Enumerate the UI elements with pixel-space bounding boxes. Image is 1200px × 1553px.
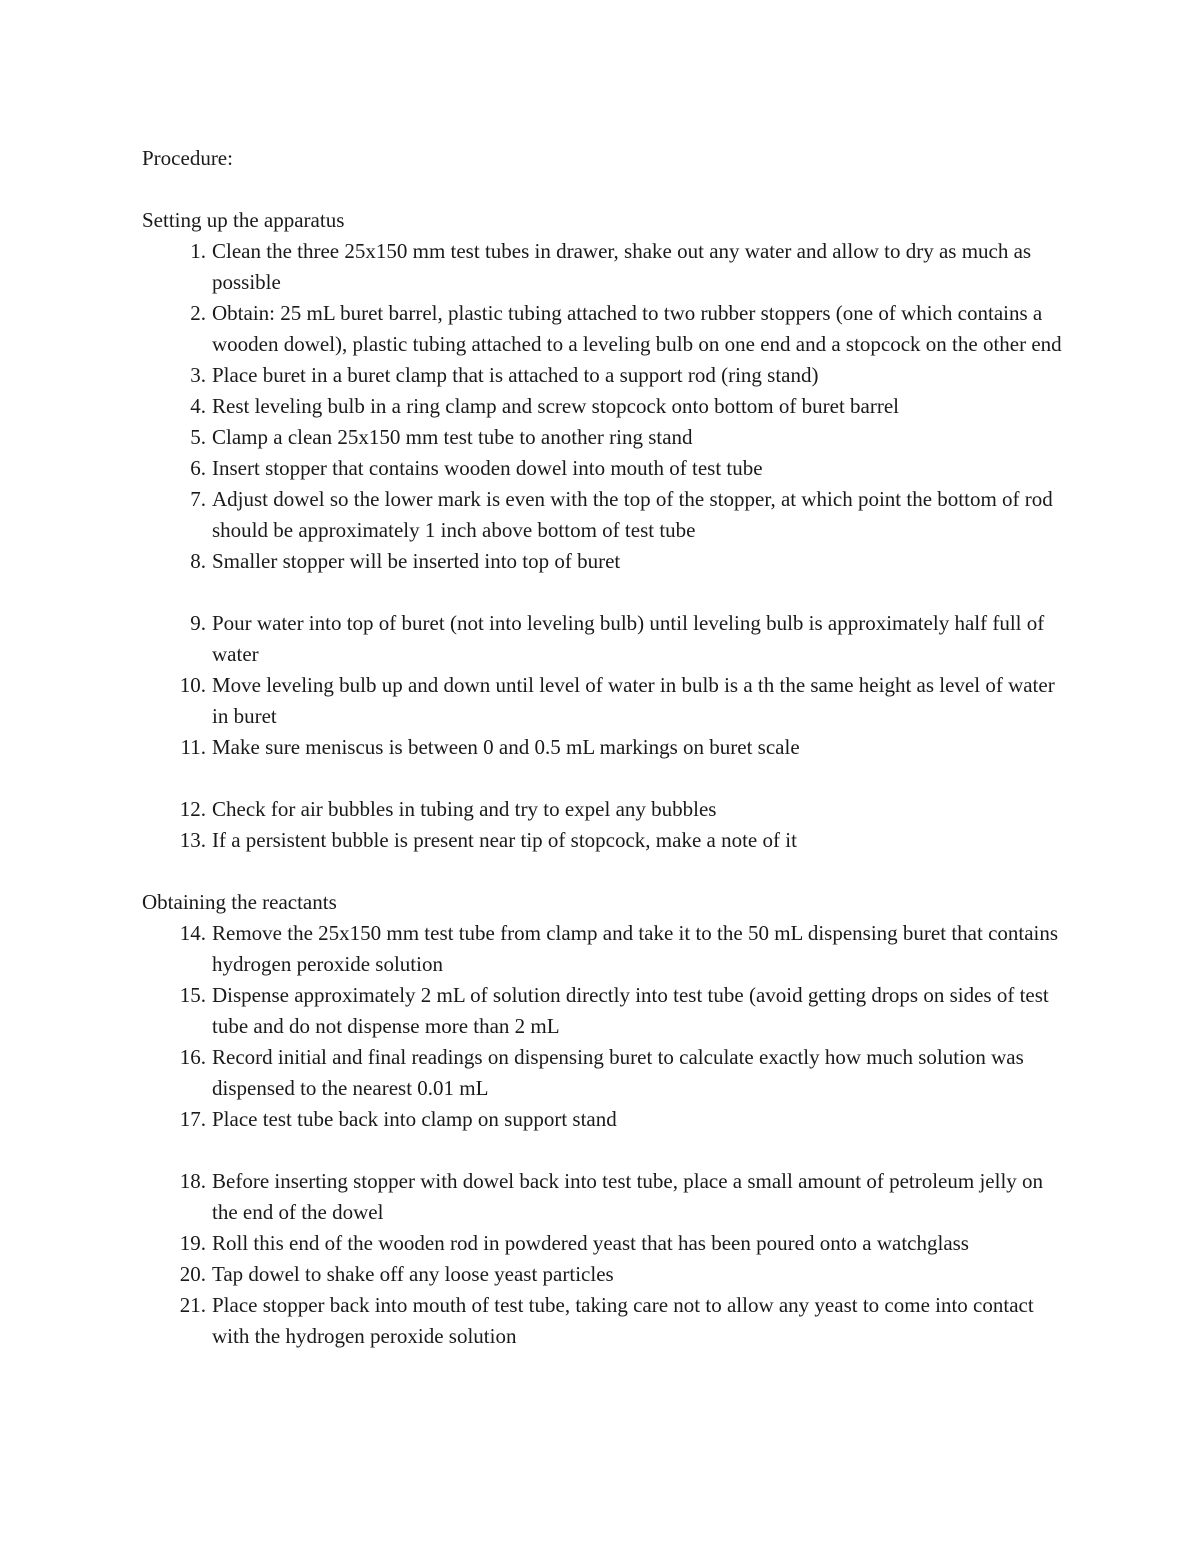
step-text: Tap dowel to shake off any loose yeast particles <box>212 1262 614 1286</box>
step-text: Roll this end of the wooden rod in powdered yeast that has been poured onto a watchglass <box>212 1231 969 1255</box>
step-text: Dispense approximately 2 mL of solution directly into test tube (avoid getting drops on sides of test tube and do not dispense more than 2 mL <box>212 983 1049 1038</box>
list-item <box>142 608 1072 670</box>
step-text: Adjust dowel so the lower mark is even with the top of the stopper, at which point the bottom of rod should be approximately 1 inch above bottom of test tube <box>212 487 1053 542</box>
section-setting-up <box>142 205 1072 856</box>
document-page <box>142 143 1072 1352</box>
step-number: 19. <box>179 1231 206 1255</box>
page-title: Procedure: <box>142 146 233 170</box>
step-number: 18. <box>179 1169 206 1193</box>
section-obtaining-reactants <box>142 887 1072 1352</box>
list-item <box>142 825 1072 856</box>
step-number: 8. <box>190 549 206 573</box>
step-number: 17. <box>179 1107 206 1131</box>
step-number: 5. <box>190 425 206 449</box>
list-item <box>142 391 1072 422</box>
list-item <box>142 1290 1072 1352</box>
list-item <box>142 918 1072 980</box>
list-item <box>142 453 1072 484</box>
list-item <box>142 422 1072 453</box>
list-item <box>142 1166 1072 1228</box>
step-number: 4. <box>190 394 206 418</box>
step-text: Place test tube back into clamp on support stand <box>212 1107 617 1131</box>
list-item <box>142 236 1072 298</box>
step-list <box>142 1166 1072 1352</box>
step-list <box>142 236 1072 577</box>
step-text: Before inserting stopper with dowel back into test tube, place a small amount of petroleum jelly on the end of the dowel <box>212 1169 1044 1224</box>
list-item <box>142 360 1072 391</box>
step-number: 1. <box>190 239 206 263</box>
list-item <box>142 670 1072 732</box>
procedure-steps <box>142 236 1072 856</box>
step-text: Pour water into top of buret (not into leveling bulb) until leveling bulb is approximately half full of water <box>212 611 1045 666</box>
list-item <box>142 546 1072 577</box>
step-number: 11. <box>180 735 206 759</box>
list-item <box>142 1228 1072 1259</box>
step-text: Obtain: 25 mL buret barrel, plastic tubing attached to two rubber stoppers (one of which contains a wooden dowel), plastic tubing attached to a leveling bulb on one end and a stopcock on the other end <box>212 301 1062 356</box>
step-text: Insert stopper that contains wooden dowel into mouth of test tube <box>212 456 763 480</box>
step-text: Make sure meniscus is between 0 and 0.5 mL markings on buret scale <box>212 735 800 759</box>
section-heading: Obtaining the reactants <box>142 890 337 914</box>
step-number: 13. <box>179 828 206 852</box>
step-text: If a persistent bubble is present near tip of stopcock, make a note of it <box>212 828 797 852</box>
procedure-steps <box>142 918 1072 1352</box>
step-number: 15. <box>179 983 206 1007</box>
step-number: 14. <box>179 921 206 945</box>
step-number: 16. <box>179 1045 206 1069</box>
list-item <box>142 298 1072 360</box>
step-number: 12. <box>179 797 206 821</box>
step-number: 20. <box>179 1262 206 1286</box>
step-list <box>142 608 1072 763</box>
step-number: 7. <box>190 487 206 511</box>
step-text: Remove the 25x150 mm test tube from clamp and take it to the 50 mL dispensing buret that contains hydrogen peroxide solution <box>212 921 1059 976</box>
step-number: 21. <box>179 1293 206 1317</box>
step-text: Clamp a clean 25x150 mm test tube to another ring stand <box>212 425 693 449</box>
list-item <box>142 794 1072 825</box>
step-number: 6. <box>190 456 206 480</box>
step-text: Move leveling bulb up and down until level of water in bulb is a th the same height as level of water in buret <box>212 673 1055 728</box>
step-text: Place buret in a buret clamp that is attached to a support rod (ring stand) <box>212 363 819 387</box>
step-text: Check for air bubbles in tubing and try to expel any bubbles <box>212 797 717 821</box>
step-text: Place stopper back into mouth of test tube, taking care not to allow any yeast to come into contact with the hydrogen peroxide solution <box>212 1293 1034 1348</box>
section-heading: Setting up the apparatus <box>142 208 345 232</box>
step-list <box>142 794 1072 856</box>
step-text: Smaller stopper will be inserted into top of buret <box>212 549 621 573</box>
step-number: 10. <box>179 673 206 697</box>
step-text: Clean the three 25x150 mm test tubes in drawer, shake out any water and allow to dry as much as possible <box>212 239 1032 294</box>
step-number: 3. <box>190 363 206 387</box>
list-item <box>142 1042 1072 1104</box>
step-text: Record initial and final readings on dispensing buret to calculate exactly how much solution was dispensed to the nearest 0.01 mL <box>212 1045 1024 1100</box>
step-number: 9. <box>190 611 206 635</box>
step-list <box>142 918 1072 1135</box>
list-item <box>142 1259 1072 1290</box>
list-item <box>142 980 1072 1042</box>
step-text: Rest leveling bulb in a ring clamp and screw stopcock onto bottom of buret barrel <box>212 394 899 418</box>
list-item <box>142 1104 1072 1135</box>
step-number: 2. <box>190 301 206 325</box>
list-item <box>142 484 1072 546</box>
list-item <box>142 732 1072 763</box>
